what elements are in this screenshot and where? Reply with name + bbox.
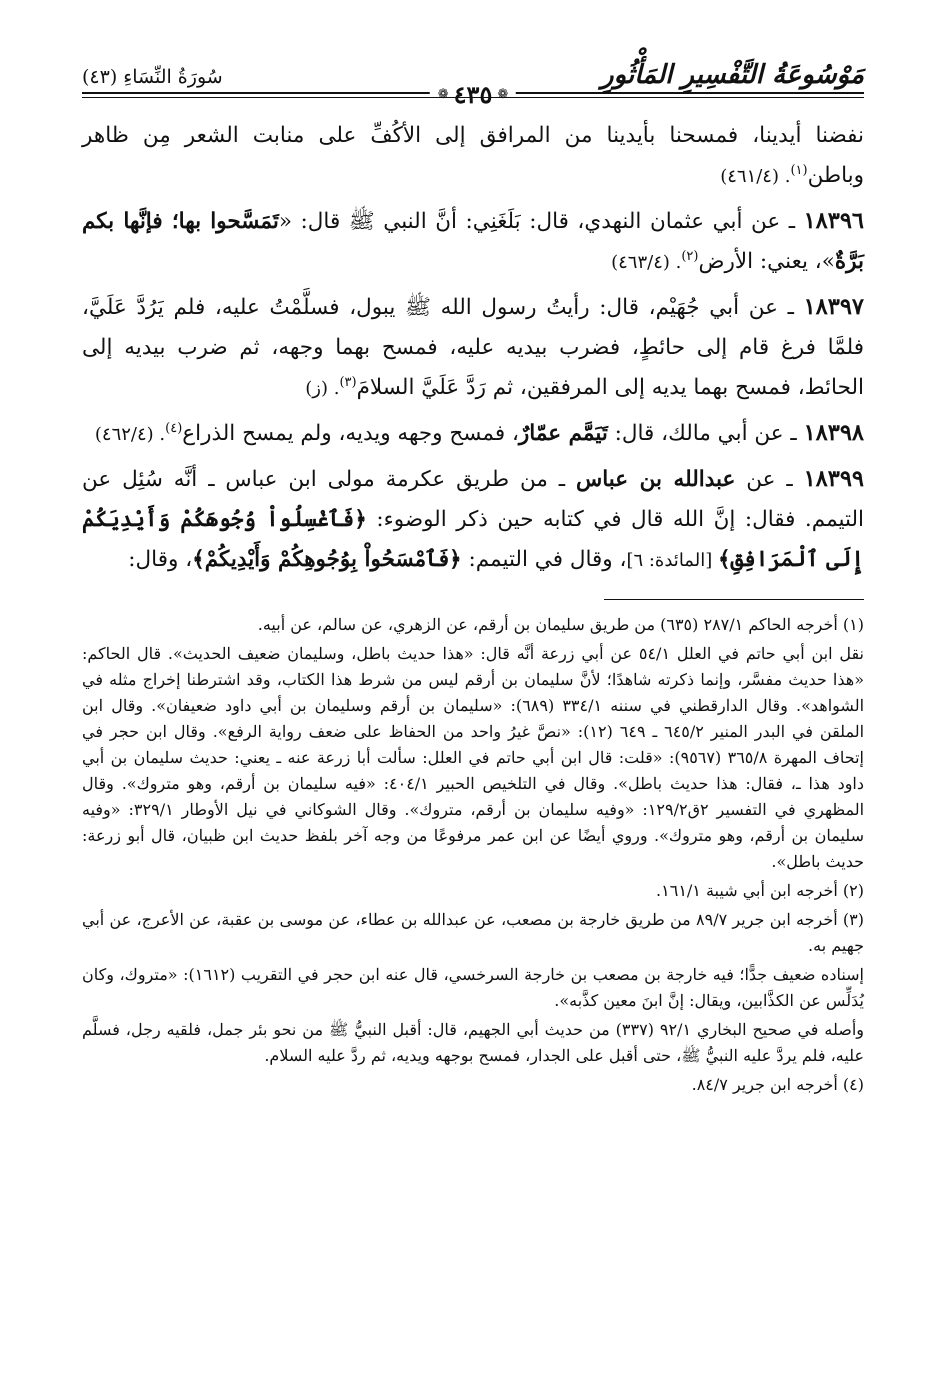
quran-verse: ﴿فَٱغْسِلُواْ وُجُوهَكُمْ وَأَيْدِيَكُمْ إِلَى ٱلْمَرَافِقِ﴾: [82, 507, 864, 572]
footnote-marker: (٤): [165, 420, 183, 436]
volume-reference: . (٤٦١/٤): [720, 166, 791, 187]
footnote: وأصله في صحيح البخاري ٩٢/١ (٣٣٧) من حديث أبي الجهيم، قال: أقبل النبيُّ ﷺ من نحو بئر جمل، فلقيه رجل، فسلَّم عليه، فلم يردَّ عليه النبيُّ ﷺ، حتى أقبل على الجدار، فمسح بوجهه ويديه، ثم ردَّ عليه السلام.: [82, 1020, 865, 1065]
narrator-name: تَيَمَّم عمّارٌ: [518, 421, 608, 446]
ornament-icon: ❁: [437, 87, 449, 102]
book-page: [82, 48, 864, 1370]
narrator-name: عبدالله بن عباس: [575, 467, 736, 492]
hadith-number: ١٨٣٩٨: [803, 420, 864, 446]
hadith-number: ١٨٣٩٧: [803, 294, 864, 320]
footnote: (٣) أخرجه ابن جرير ٨٩/٧ من طريق خارجة بن مصعب، عن عبدالله بن عطاء، عن موسى بن عقبة، عن الأعرج، عن أبي جهيم به.: [82, 910, 865, 955]
hadith-entry: ١٨٣٩٧ ـ عن أبي جُهَيْم، قال: رأيتُ رسول الله ﷺ يبول، فسلَّمْتُ عليه، فلم يَرُدَّ عَلَيَّ، فلمَّا فرغ قام إلى حائطٍ، فضرب بيديه عليه، فمسح بهما وجهه، ثم ضرب بيديه إلى الحائط، فمسح بهما يديه إلى المرفقين، ثم رَدَّ عَلَيَّ السلامَ$^{(٣)}$. (ز): [82, 294, 864, 400]
volume-reference: . (٤٦٣/٤): [611, 252, 682, 273]
hadith-number: ١٨٣٩٦: [803, 208, 864, 234]
surah-label: سُورَةُ النِّسَاءِ (٤٣): [82, 66, 223, 88]
hadith-number: ١٨٣٩٩: [803, 466, 864, 492]
verse-reference: [المائدة: ٦]: [626, 550, 718, 571]
hadith-entry: ١٨٣٩٨ ـ عن أبي مالك، قال: تَيَمَّم عمّارٌ، فمسح وجهه ويديه، ولم يمسح الذراع$^{(٤)}$. (٤٦٢/٤): [94, 420, 864, 446]
footnote-marker: (٢): [681, 248, 699, 264]
volume-reference: . (ز): [305, 378, 340, 399]
quran-verse: ﴿فَٱمْسَحُواْ بِوُجُوهِكُمْ وَأَيْدِيكُمْ﴾: [192, 547, 462, 572]
footnote: إسناده ضعيف جدًّا؛ فيه خارجة بن مصعب بن خارجة السرخسي، قال عنه ابن حجر في التقريب (١٦١٢): «متروك، وكان يُدَلِّس عن الكذَّابين، ويقال: إنَّ ابنَ معين كذَّبه».: [82, 965, 864, 1010]
hadith-quote: تَمَسَّحوا بها؛ فإنَّها بكم بَرَّةٌ: [82, 209, 864, 274]
paragraph-continuation: نفضنا أيدينا، فمسحنا بأيدينا من المرافق إلى الأكُفِّ على منابت الشعر مِن ظاهر وباطن$^{(١)}$. (٤٦١/٤): [82, 123, 864, 188]
footnote: (٢) أخرجه ابن أبي شيبة ١٦١/١.: [656, 881, 864, 900]
footnote-marker: (٣): [339, 374, 357, 390]
main-text: [82, 116, 864, 581]
page-number: ٤٣٥: [453, 80, 493, 109]
book-title: مَوْسُوعَةُ التَّفْسِيرِ المَأْثُورِ: [601, 60, 864, 90]
hadith-entry: ١٨٣٩٦ ـ عن أبي عثمان النهدي، قال: بَلَغَنِي: أنَّ النبي ﷺ قال: «تَمَسَّحوا بها؛ فإنَّها بكم بَرَّةٌ»، يعني: الأرض$^{(٢)}$. (٤٦٣/٤): [82, 208, 864, 274]
footnote: (٤) أخرجه ابن جرير ٨٤/٧.: [691, 1075, 864, 1094]
page-number-frame: [430, 80, 516, 109]
footnote: (١) أخرجه الحاكم ٢٨٧/١ (٦٣٥) من طريق سليمان بن أرقم، عن الزهري، عن سالم، عن أبيه.: [257, 615, 864, 634]
running-header: [82, 48, 864, 109]
volume-reference: . (٤٦٢/٤): [94, 424, 166, 445]
footnotes: [82, 612, 864, 1098]
footnote-divider: [604, 599, 864, 600]
hadith-entry: ١٨٣٩٩ ـ عن عبدالله بن عباس ـ من طريق عكرمة مولى ابن عباس ـ أنَّه سُئِل عن التيمم. فقال: إنَّ الله قال في كتابه حين ذكر الوضوء: ﴿فَٱغْسِلُواْ وُجُوهَكُمْ وَأَيْدِيَكُمْ إِلَى ٱلْمَرَافِقِ﴾ [المائدة: ٦]، وقال في التيمم: ﴿فَٱمْسَحُواْ بِوُجُوهِكُمْ وَأَيْدِيكُمْ﴾، وقال:: [82, 466, 864, 572]
footnote-marker: (١): [790, 162, 808, 178]
footnote: نقل ابن أبي حاتم في العلل ٥٤/١ عن أبي زرعة أنَّه قال: «هذا حديث باطل، وسليمان ضعيف الحديث». قال الحاكم: «هذا حديث مفسَّر، وإنما ذكرته شاهدًا؛ لأنَّ سليمان بن أرقم ليس من شرط هذا الكتاب، وقد اشترطنا إخراج مثله في الشواهد». وقال الدارقطني في سننه ٣٣٤/١ (٦٨٩): «سليمان بن أرقم وسليمان بن أبي داود ضعيفان». وقال ابن الملقن في البدر المنير ٦٤٥/٢ ـ ٦٤٩ (١٢): «نصَّ غيرُ واحد من الحفاظ على ضعف رواية الرفع». وقال ابن حجر في إتحاف المهرة ٣٦٥/٨ (٩٥٦٧): «قلت: قال ابن أبي حاتم في العلل: سألت أبا زرعة عنه ـ يعني: حديث سليمان بن أبي داود هذا ـ، فقال: هذا حديث باطل». وقال في التلخيص الحبير ٤٠٤/١: «فيه سليمان بن أرقم، وهو متروك». وقال المظهري في التفسير ٢ق١٢٩/٢: «وفيه سليمان بن أرقم، متروك». وقال الشوكاني في نيل الأوطار ٣٢٩/١: «وفيه سليمان بن أرقم، وهو متروك». وروي أيضًا عن ابن عمر مرفوعًا من وجه آخر بلفظ حديث ابن ظبيان، قال أبو زرعة: حديث باطل».: [82, 644, 865, 871]
ornament-icon: ❁: [497, 87, 509, 102]
